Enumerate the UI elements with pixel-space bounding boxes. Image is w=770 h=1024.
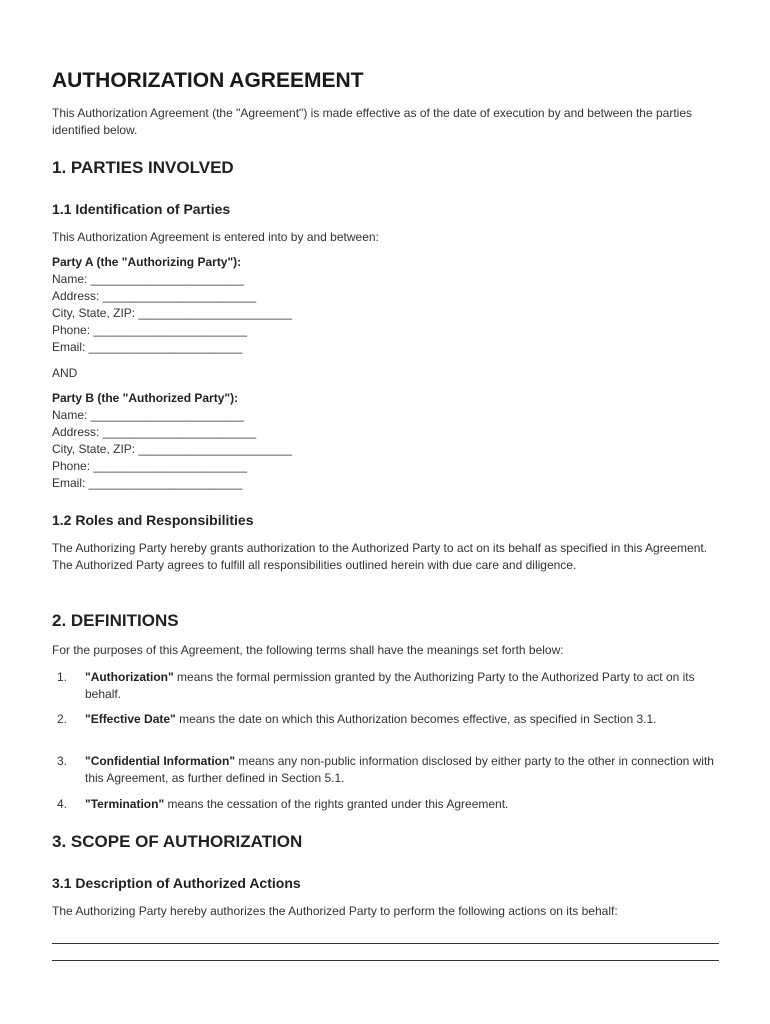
definition-meaning: means the date on which this Authorization becomes effective, as specified in Section 3.1. (175, 712, 657, 726)
definitions-intro: For the purposes of this Agreement, the following terms shall have the meanings set forth below: (52, 643, 564, 657)
section-3-1-heading: 3.1 Description of Authorized Actions (52, 875, 301, 891)
definition-text (85, 753, 715, 787)
parties-intro: This Authorization Agreement is entered into by and between: (52, 230, 379, 244)
party-b-city-field: City, State, ZIP: _______________________ (52, 442, 292, 456)
definition-text (85, 669, 715, 703)
roles-paragraph: The Authorizing Party hereby grants authorization to the Authorized Party to act on its behalf as specified in this Agreement. The Authorized Party agrees to fulfill all responsibilities outlined herein with due care and diligence. (52, 541, 708, 572)
definition-term: "Effective Date" (85, 712, 176, 726)
party-a-address-field: Address: _______________________ (52, 289, 257, 303)
section-1-1-heading: 1.1 Identification of Parties (52, 201, 231, 217)
party-b-name-field: Name: _______________________ (52, 408, 245, 422)
blank-answer-line (52, 960, 719, 961)
section-2-heading: 2. DEFINITIONS (52, 611, 179, 630)
section-1-2-heading: 1.2 Roles and Responsibilities (52, 512, 254, 528)
section-3-heading: 3. SCOPE OF AUTHORIZATION (52, 832, 303, 851)
party-b-label: Party B (the "Authorized Party"): (52, 391, 239, 405)
and-separator: AND (52, 366, 78, 380)
party-a-email-field: Email: _______________________ (52, 340, 243, 354)
authorized-actions-intro: The Authorizing Party hereby authorizes the Authorized Party to perform the following actions on its behalf: (52, 904, 618, 918)
party-a-city-field: City, State, ZIP: _______________________ (52, 306, 292, 320)
definition-meaning: means the cessation of the rights granted under this Agreement. (164, 797, 509, 811)
definition-term: "Confidential Information" (85, 754, 236, 768)
blank-answer-line (52, 943, 719, 944)
list-number: 3. (57, 754, 68, 768)
section-1-heading: 1. PARTIES INVOLVED (52, 158, 234, 177)
party-a-name-field: Name: _______________________ (52, 272, 245, 286)
definition-term: "Termination" (85, 797, 165, 811)
intro-paragraph: This Authorization Agreement (the "Agreement") is made effective as of the date of execution by and between the parties identified below. (52, 106, 693, 137)
list-number: 4. (57, 797, 68, 811)
definition-meaning: means any non-public information disclosed by either party to the other in connection with this Agreement, as further defined in Section 5.1. (85, 754, 714, 785)
party-b-address-field: Address: _______________________ (52, 425, 257, 439)
definition-text (85, 711, 715, 728)
party-b-phone-field: Phone: _______________________ (52, 459, 247, 473)
party-b-email-field: Email: _______________________ (52, 476, 243, 490)
definition-meaning: means the formal permission granted by the Authorizing Party to the Authorized Party to act on its behalf. (85, 670, 695, 701)
party-a-label: Party A (the "Authorizing Party"): (52, 255, 242, 269)
list-number: 1. (57, 670, 68, 684)
definition-term: "Authorization" (85, 670, 174, 684)
definition-text (85, 796, 715, 813)
party-a-phone-field: Phone: _______________________ (52, 323, 247, 337)
document-title: AUTHORIZATION AGREEMENT (52, 69, 364, 92)
list-number: 2. (57, 712, 68, 726)
